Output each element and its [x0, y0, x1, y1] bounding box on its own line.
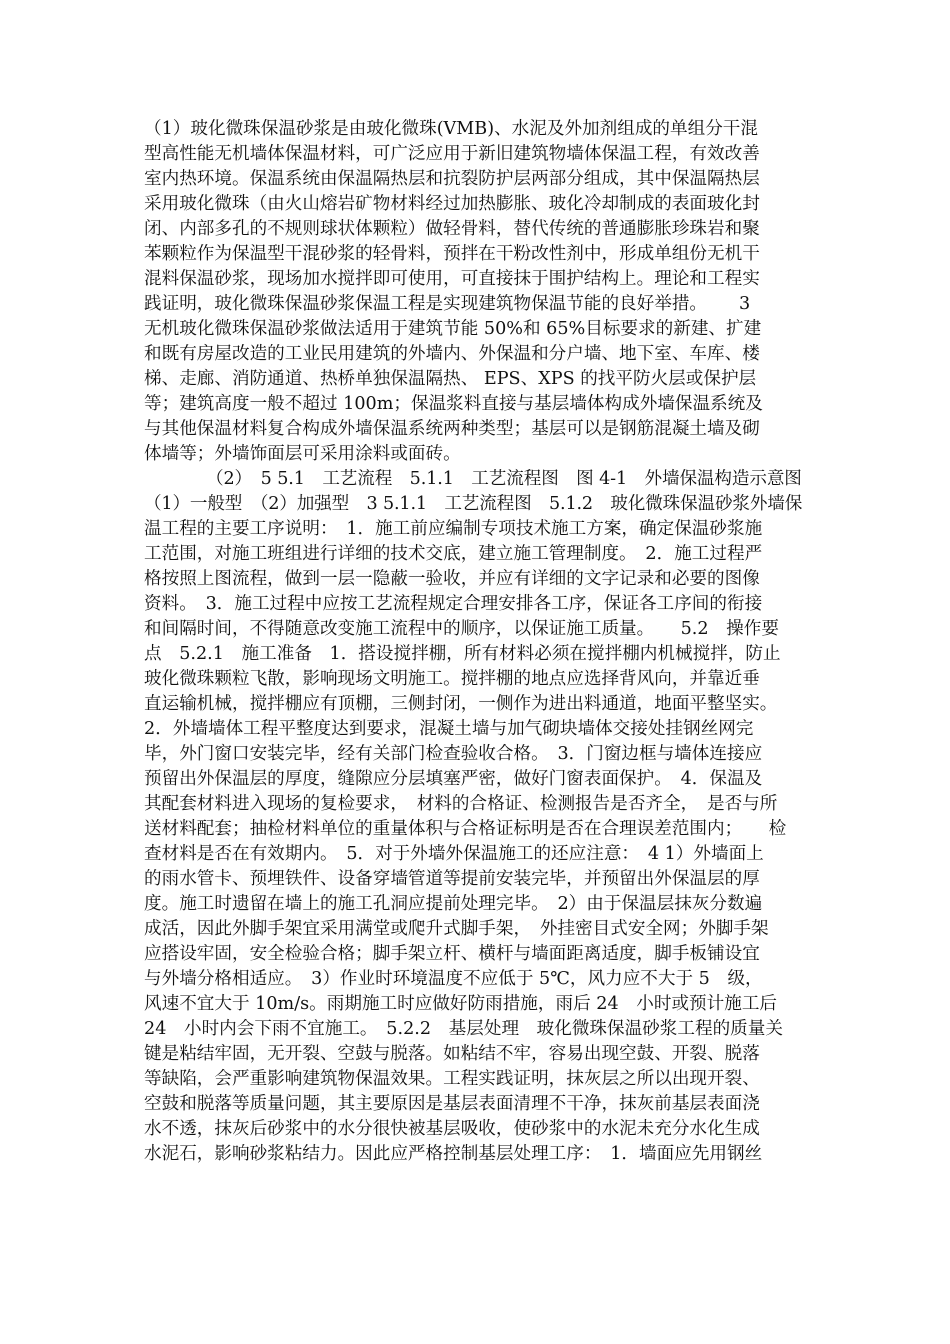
text-line: 室内热环境。保温系统由保温隔热层和抗裂防护层两部分组成，其中保温隔热层: [144, 169, 760, 189]
text-line: 24 小时内会下雨不宜施工。 5.2.2 基层处理 玻化微珠保温砂浆工程的质量关: [144, 1019, 783, 1039]
text-line: 和既有房屋改造的工业民用建筑的外墙内、外保温和分户墙、地下室、车库、楼: [144, 344, 760, 364]
text-line: 等缺陷，会严重影响建筑物保温效果。工程实践证明，抹灰层之所以出现开裂、: [144, 1069, 760, 1089]
text-line: 格按照上图流程，做到一层一隐蔽一验收，并应有详细的文字记录和必要的图像: [144, 569, 760, 589]
text-line: 的雨水管卡、预埋铁件、设备穿墙管道等提前安装完毕，并预留出外保温层的厚: [144, 869, 760, 889]
text-line: 工范围，对施工班组进行详细的技术交底，建立施工管理制度。 2．施工过程严: [144, 544, 763, 564]
text-line: 预留出外保温层的厚度，缝隙应分层填塞严密，做好门窗表面保护。 4．保温及: [144, 769, 763, 789]
text-line: （1）一般型 （2）加强型 3 5.1.1 工艺流程图 5.1.2 玻化微珠保温砂浆外墙保: [144, 494, 803, 514]
text-line: 毕，外门窗口安装完毕，经有关部门检查验收合格。 3．门窗边框与墙体连接应: [144, 744, 763, 764]
text-line: 等；建筑高度一般不超过 100m；保温浆料直接与基层墙体构成外墙保温系统及: [144, 394, 763, 414]
text-line: 度。施工时遗留在墙上的施工孔洞应提前处理完毕。 2）由于保温层抹灰分数遍: [144, 894, 763, 914]
text-line: 混料保温砂浆，现场加水搅拌即可使用，可直接抹于围护结构上。理论和工程实: [144, 269, 760, 289]
body-text: [144, 117, 802, 1167]
text-line: 采用玻化微珠（由火山熔岩矿物材料经过加热膨胀、玻化冷却制成的表面玻化封: [144, 194, 760, 214]
text-line: 资料。 3．施工过程中应按工艺流程规定合理安排各工序，保证各工序间的衔接: [144, 594, 763, 614]
text-line: 水泥石，影响砂浆粘结力。因此应严格控制基层处理工序： 1．墙面应先用钢丝: [144, 1144, 763, 1164]
text-line: （2） 5 5.1 工艺流程 5.1.1 工艺流程图 图 4-1 外墙保温构造示意图: [206, 469, 802, 489]
text-line: 点 5.2.1 施工准备 1．搭设搅拌棚，所有材料必须在搅拌棚内机械搅拌，防止: [144, 644, 781, 664]
text-line: 空鼓和脱落等质量问题，其主要原因是基层表面清理不干净，抹灰前基层表面浇: [144, 1094, 760, 1114]
text-line: 水不透，抹灰后砂浆中的水分很快被基层吸收，使砂浆中的水泥未充分水化生成: [144, 1119, 760, 1139]
text-line: 闭、内部多孔的不规则球状体颗粒）做轻骨料，替代传统的普通膨胀珍珠岩和聚: [144, 219, 760, 239]
text-line: 型高性能无机墙体保温材料，可广泛应用于新旧建筑物墙体保温工程，有效改善: [144, 144, 760, 164]
text-line: 与外墙分格相适应。 3）作业时环境温度不应低于 5℃，风力应不大于 5 级，: [144, 969, 763, 989]
text-line: 送材料配套；抽检材料单位的重量体积与合格证标明是否在合理误差范围内； 检: [144, 819, 787, 839]
text-line: 和间隔时间，不得随意改变施工流程中的顺序，以保证施工质量。 5.2 操作要: [144, 619, 779, 639]
text-line: 应搭设牢固，安全检验合格；脚手架立杆、横杆与墙面距离适度，脚手板铺设宜: [144, 944, 760, 964]
text-line: 践证明，玻化微珠保温砂浆保温工程是实现建筑物保温节能的良好举措。 3: [144, 294, 751, 314]
text-line: 其配套材料进入现场的复检要求， 材料的合格证、检测报告是否齐全， 是否与所: [144, 794, 778, 814]
text-line: （1）玻化微珠保温砂浆是由玻化微珠(VMB)、水泥及外加剂组成的单组分干混: [144, 119, 758, 139]
text-line: 梯、走廊、消防通道、热桥单独保温隔热、 EPS、XPS 的找平防火层或保护层: [144, 369, 757, 389]
text-line: 直运输机械，搅拌棚应有顶棚，三侧封闭，一侧作为进出料通道，地面平整坚实。: [144, 694, 778, 714]
text-line: 温工程的主要工序说明： 1．施工前应编制专项技术施工方案，确定保温砂浆施: [144, 519, 763, 539]
text-line: 与其他保温材料复合构成外墙保温系统两种类型；基层可以是钢筋混凝土墙及砌: [144, 419, 760, 439]
text-line: 苯颗粒作为保温型干混砂浆的轻骨料，预拌在干粉改性剂中，形成单组份无机干: [144, 244, 760, 264]
text-line: 无机玻化微珠保温砂浆做法适用于建筑节能 50%和 65%目标要求的新建、扩建: [144, 319, 762, 339]
text-line: 体墙等；外墙饰面层可采用涂料或面砖。: [144, 444, 461, 464]
text-line: 查材料是否在有效期内。 5．对于外墙外保温施工的还应注意： 4 1）外墙面上: [144, 844, 764, 864]
text-line: 2．外墙墙体工程平整度达到要求，混凝土墙与加气砌块墙体交接处挂钢丝网完: [144, 719, 754, 739]
text-line: 成活，因此外脚手架宜采用满堂或爬升式脚手架， 外挂密目式安全网；外脚手架: [144, 919, 769, 939]
text-line: 键是粘结牢固，无开裂、空鼓与脱落。如粘结不牢，容易出现空鼓、开裂、脱落: [144, 1044, 760, 1064]
text-line: 风速不宜大于 10m/s。雨期施工时应做好防雨措施，雨后 24 小时或预计施工后: [144, 994, 778, 1014]
text-line: 玻化微珠颗粒飞散，影响现场文明施工。搅拌棚的地点应选择背风向，并靠近垂: [144, 669, 760, 689]
